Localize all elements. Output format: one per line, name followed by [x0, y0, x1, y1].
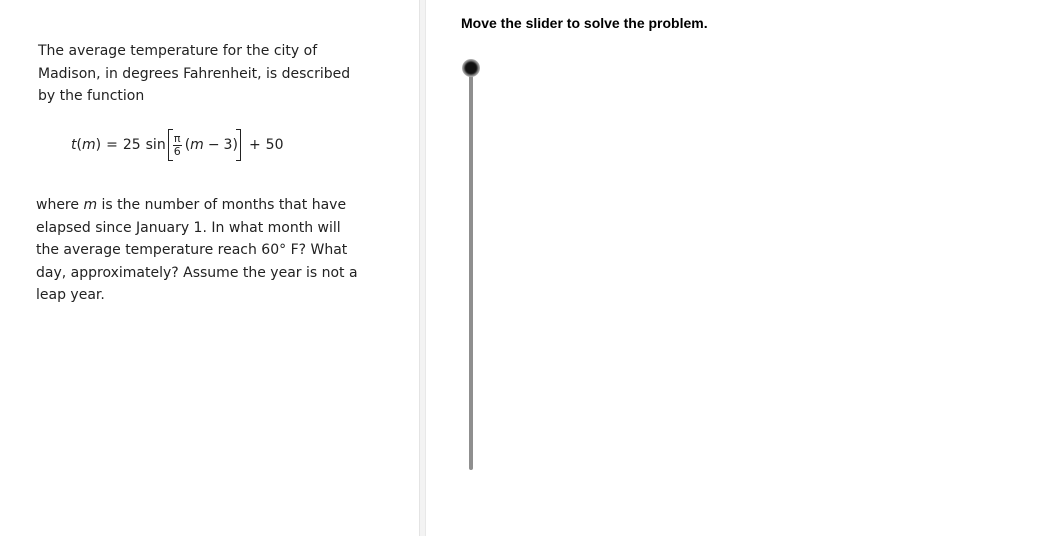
- inner-close-paren: ): [232, 137, 238, 153]
- applet-panel: [426, 0, 1054, 536]
- equation-open-paren: (: [76, 137, 82, 153]
- equation-sin: sin: [145, 137, 166, 153]
- equation-lhs-variable: m: [81, 137, 96, 153]
- question-variable: m: [83, 197, 98, 213]
- slider-handle[interactable]: [462, 59, 480, 77]
- equation-plus: +: [248, 137, 261, 153]
- question-part-1: where: [36, 197, 84, 213]
- problem-intro-text: The average temperature for the city of Madison, in degrees Fahrenheit, is described by the function: [38, 43, 351, 104]
- equation-fraction: [173, 133, 182, 158]
- problem-question-text: [36, 194, 358, 307]
- equation-shift: 3: [223, 137, 233, 153]
- inner-open-paren: (: [184, 137, 191, 153]
- panel-divider[interactable]: [419, 0, 426, 536]
- equation-offset: 50: [265, 137, 284, 153]
- equation-inner-variable: m: [190, 137, 204, 153]
- problem-panel: [0, 0, 419, 536]
- question-part-2: is the number of months that have elapsed since January 1. In what month will the average temperature reach 60° F? What day, approximately? Assume the year is not a leap year.: [36, 197, 358, 303]
- temperature-equation: [71, 127, 284, 163]
- slider-instruction: Move the slider to solve the problem.: [461, 15, 708, 31]
- equation-close-paren: ): [95, 137, 102, 153]
- vertical-slider-track[interactable]: [469, 68, 473, 470]
- equation-minus: −: [207, 137, 220, 153]
- equation-amplitude: 25: [122, 137, 141, 153]
- equation-equals: =: [106, 137, 118, 153]
- fraction-denominator: 6: [173, 144, 181, 158]
- equation-bracket: [168, 128, 241, 162]
- equation-function-name: t: [71, 137, 77, 153]
- fraction-numerator: π: [173, 131, 181, 145]
